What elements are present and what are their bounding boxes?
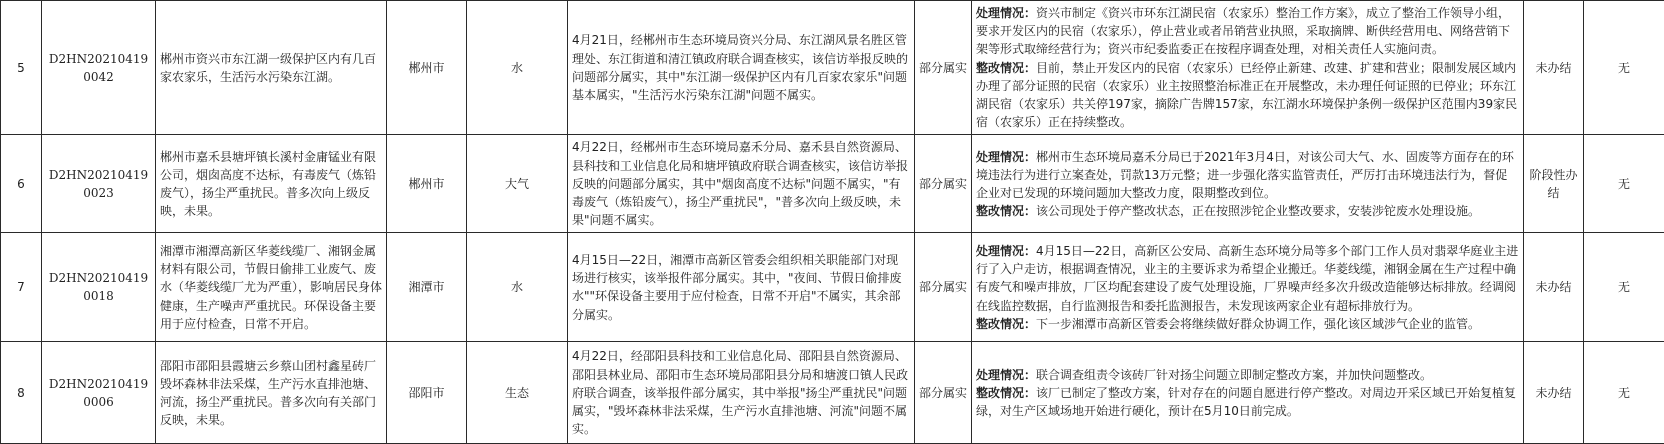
handling-label: 处理情况： xyxy=(976,244,1036,258)
accountability: 无 xyxy=(1584,135,1664,233)
handling-text: 资兴市制定《资兴市环东江湖民宿（农家乐）整治工作方案》，成立了整治工作领导小组，要求开发区内的民宿（农家乐），停止营业或者吊销营业执照，采取摘牌、断供经营用电、网络营销下架等形式取缔经营行为；资兴市纪委监委正在按程序调查处理，对相关责任人实施问责。 xyxy=(976,6,1510,56)
city: 邵阳市 xyxy=(387,342,467,444)
rectify-label: 整改情况： xyxy=(976,61,1036,75)
complaint-content: 邵阳市邵阳县霞塘云乡蔡山团村鑫星砖厂毁坏森林非法采煤，生产污水直排池塘、河流，扬尘严重扰民。普多次向有关部门反映，未果。 xyxy=(156,342,387,444)
rectify-text: 目前，禁止开发区内的民宿（农家乐）已经停止新建、改建、扩建和营业；限制发展区域内办理了部分证照的民宿（农家乐）业主按照整治标准正在开展整改，未办理任何证照的已停业；环东江湖民宿（农家乐）共关停197家，摘除广告牌157家，东江湖水环境保护条例一级保护区范围内39家民宿（农家乐）正在持续整改。 xyxy=(976,61,1517,130)
pollution-category: 大气 xyxy=(467,135,568,233)
rectify-text: 该厂已制定了整改方案，针对存在的问题自愿进行停产整改。对周边开采区域已开始复植复绿，对生产区域场地开始进行硬化，预计在5月10日前完成。 xyxy=(976,386,1516,418)
case-status: 未办结 xyxy=(1524,342,1584,444)
handling-label: 处理情况： xyxy=(976,6,1036,20)
row-index: 6 xyxy=(1,135,42,233)
investigation-text: 4月22日，经邵阳县科技和工业信息化局、邵阳县自然资源局、邵阳县林业局、邵阳市生态环境局邵阳县分局和塘渡口镇人民政府联合调查，该举报件部分属实，其中举报"扬尘严重扰民"问题属实，"毁坏森林非法采煤，生产污水直排池塘、河流"问题不属实。 xyxy=(568,342,915,444)
handling-cell xyxy=(972,135,1524,233)
verification-result: 部分属实 xyxy=(915,1,972,135)
rectify-text: 下一步湘潭市高新区管委会将继续做好群众协调工作，强化该区域涉气企业的监管。 xyxy=(1036,317,1480,331)
complaint-content: 郴州市资兴市东江湖一级保护区内有几百家农家乐，生活污水污染东江湖。 xyxy=(156,1,387,135)
handling-text: 郴州市生态环境局嘉禾分局已于2021年3月4日，对该公司大气、水、固废等方面存在的环境违法行为进行立案查处，罚款13万元整；进一步强化落实监管责任，严厉打击环境违法行为，督促企业对已发现的环境问题加大整改力度，限期整改到位。 xyxy=(976,150,1514,200)
table-row xyxy=(1,135,1664,233)
complaint-content: 郴州市嘉禾县塘坪镇长溪村金庸锰业有限公司，烟囱高度不达标，有毒废气（炼铅废气），扬尘严重扰民。普多次向上级反映，未果。 xyxy=(156,135,387,233)
verification-result: 部分属实 xyxy=(915,135,972,233)
rectify-label: 整改情况： xyxy=(976,204,1036,218)
case-code: D2HN202104190023 xyxy=(42,135,156,233)
case-status: 未办结 xyxy=(1524,1,1584,135)
handling-cell xyxy=(972,342,1524,444)
pollution-category: 水 xyxy=(467,233,568,342)
case-code: D2HN202104190042 xyxy=(42,1,156,135)
handling-label: 处理情况： xyxy=(976,150,1036,164)
handling-text: 4月15日—22日，高新区公安局、高新生态环境分局等多个部门工作人员对翡翠华庭业主进行了入户走访，根据调查情况，业主的主要诉求为希望企业搬迁。华菱线缆，湘钢金属在生产过程中确有废气和噪声排放，厂区均配套建设了废气处理设施，厂界噪声经多次升级改造能够达标排放。经调阅在线监控数据，自行监测报告和委托监测报告，未发现该两家企业有超标排放行为。 xyxy=(976,244,1518,313)
case-code: D2HN202104190018 xyxy=(42,233,156,342)
table-row xyxy=(1,342,1664,444)
city: 湘潭市 xyxy=(387,233,467,342)
rectify-label: 整改情况： xyxy=(976,317,1036,331)
rectify-text: 该公司现处于停产整改状态，正在按照涉铊企业整改要求，安装涉铊废水处理设施。 xyxy=(1036,204,1480,218)
handling-label: 处理情况： xyxy=(976,368,1036,382)
table-row xyxy=(1,233,1664,342)
case-code: D2HN202104190006 xyxy=(42,342,156,444)
complaint-content: 湘潭市湘潭高新区华菱线缆厂、湘钢金属材料有限公司，节假日偷排工业废气、废水（华菱线缆厂尤为严重），影响居民身体健康，生产噪声严重扰民。环保设备主要用于应付检查，日常不开启。 xyxy=(156,233,387,342)
pollution-category: 生态 xyxy=(467,342,568,444)
verification-result: 部分属实 xyxy=(915,342,972,444)
city: 郴州市 xyxy=(387,1,467,135)
handling-text: 联合调查组责令该砖厂针对扬尘问题立即制定整改方案，并加快问题整改。 xyxy=(1036,368,1432,382)
investigation-text: 4月22日，经郴州市生态环境局嘉禾分局、嘉禾县自然资源局、县科技和工业信息化局和塘坪镇政府联合调查核实，该信访举报反映的问题部分属实，其中"烟囱高度不达标"问题不属实，"有毒废气（炼铅废气），扬尘严重扰民"，"普多次向上级反映，未果"问题不属实。 xyxy=(568,135,915,233)
row-index: 8 xyxy=(1,342,42,444)
handling-cell xyxy=(972,233,1524,342)
case-status: 未办结 xyxy=(1524,233,1584,342)
pollution-category: 水 xyxy=(467,1,568,135)
accountability: 无 xyxy=(1584,233,1664,342)
case-status: 阶段性办结 xyxy=(1524,135,1584,233)
row-index: 5 xyxy=(1,1,42,135)
accountability: 无 xyxy=(1584,1,1664,135)
investigation-text: 4月21日，经郴州市生态环境局资兴分局、东江湖风景名胜区管理处、东江街道和清江镇政府联合调查核实，该信访举报反映的问题部分属实，其中"东江湖一级保护区内有几百家农家乐"问题基本属实，"生活污水污染东江湖"问题不属实。 xyxy=(568,1,915,135)
accountability: 无 xyxy=(1584,342,1664,444)
investigation-text: 4月15日—22日，湘潭市高新区管委会组织相关职能部门对现场进行核实，该举报件部分属实。其中，"夜间、节假日偷排废水""环保设备主要用于应付检查，日常不开启"不属实，其余部分属实。 xyxy=(568,233,915,342)
row-index: 7 xyxy=(1,233,42,342)
city: 郴州市 xyxy=(387,135,467,233)
table-row xyxy=(1,1,1664,135)
verification-result: 部分属实 xyxy=(915,233,972,342)
handling-cell xyxy=(972,1,1524,135)
rectify-label: 整改情况： xyxy=(976,386,1036,400)
